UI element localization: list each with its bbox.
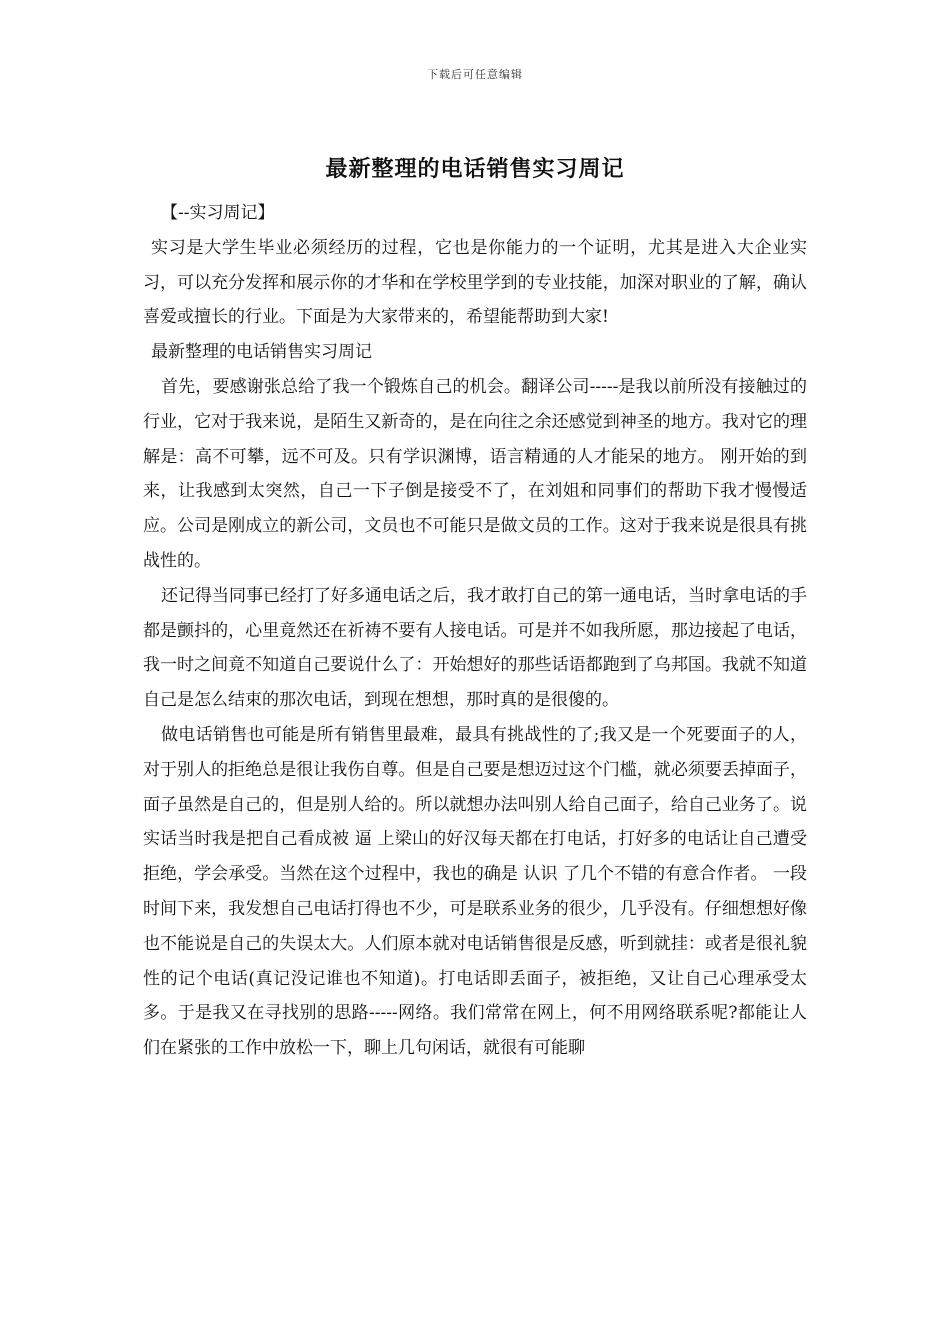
intro-paragraph: 实习是大学生毕业必须经历的过程，它也是你能力的一个证明，尤其是进入大企业实习，可以充分发挥和展示你的才华和在学校里学到的专业技能，加深对职业的了解，确认喜爱或擅长的行业。下面是为大家带来的，希望能帮助到大家! (143, 237, 807, 328)
section-subtitle: 最新整理的电话销售实习周记 (151, 342, 372, 363)
body-paragraph-1: 首先，要感谢张总给了我一个锻炼自己的机会。翻译公司-----是我以前所没有接触过的行业，它对于我来说，是陌生又新奇的，是在向往之余还感觉到神圣的地方。我对它的理解是：高不可攀，远不可及。只有学识渊博，语言精通的人才能呆的地方。 刚开始的到来，让我感到太突然，自己一下子倒是接受不了，在刘姐和同事们的帮助下我才慢慢适应。公司是刚成立的新公司，文员也不可能只是做文员的工作。这对于我来说是很具有挑战性的。 (143, 376, 807, 571)
body-paragraph-2: 还记得当同事已经打了好多通电话之后，我才敢打自己的第一通电话，当时拿电话的手都是颤抖的，心里竟然还在祈祷不要有人接电话。可是并不如我所愿，那边接起了电话，我一时之间竟不知道自己要说什么了：开始想好的那些话语都跑到了乌邦国。我就不知道自己是怎么结束的那次电话，到现在想想，那时真的是很傻的。 (143, 585, 807, 711)
category-tag: 【--实习周记】 (161, 203, 275, 223)
document-body (143, 196, 807, 1066)
header-note: 下载后可任意编辑 (427, 68, 523, 81)
document-title: 最新整理的电话销售实习周记 (325, 156, 625, 182)
body-paragraph-3: 做电话销售也可能是所有销售里最难，最具有挑战性的了;我又是一个死要面子的人，对于别人的拒绝总是很让我伤自尊。但是自己要是想迈过这个门槛，就必须要丢掉面子，面子虽然是自己的，但是别人给的。所以就想办法叫别人给自己面子，给自己业务了。说实话当时我是把自己看成被 逼 上梁山的好汉每天都在打电话，打好多的电话让自己遭受拒绝，学会承受。当然在这个过程中，我也的确是 认识 了几个不错的有意合作者。 一段时间下来，我发想自己电话打得也不少，可是联系业务的很少，几乎没有。仔细想想好像也不能说是自己的失误太大。人们原本就对电话销售很是反感，听到就挂：或者是很礼貌性的记个电话(真记没记谁也不知道)。打电话即丢面子，被拒绝，又让自己心理承受太多。于是我又在寻找别的思路-----网络。我们常常在网上，何不用网络联系呢?都能让人们在紧张的工作中放松一下，聊上几句闲话，就很有可能聊 (143, 724, 807, 1059)
